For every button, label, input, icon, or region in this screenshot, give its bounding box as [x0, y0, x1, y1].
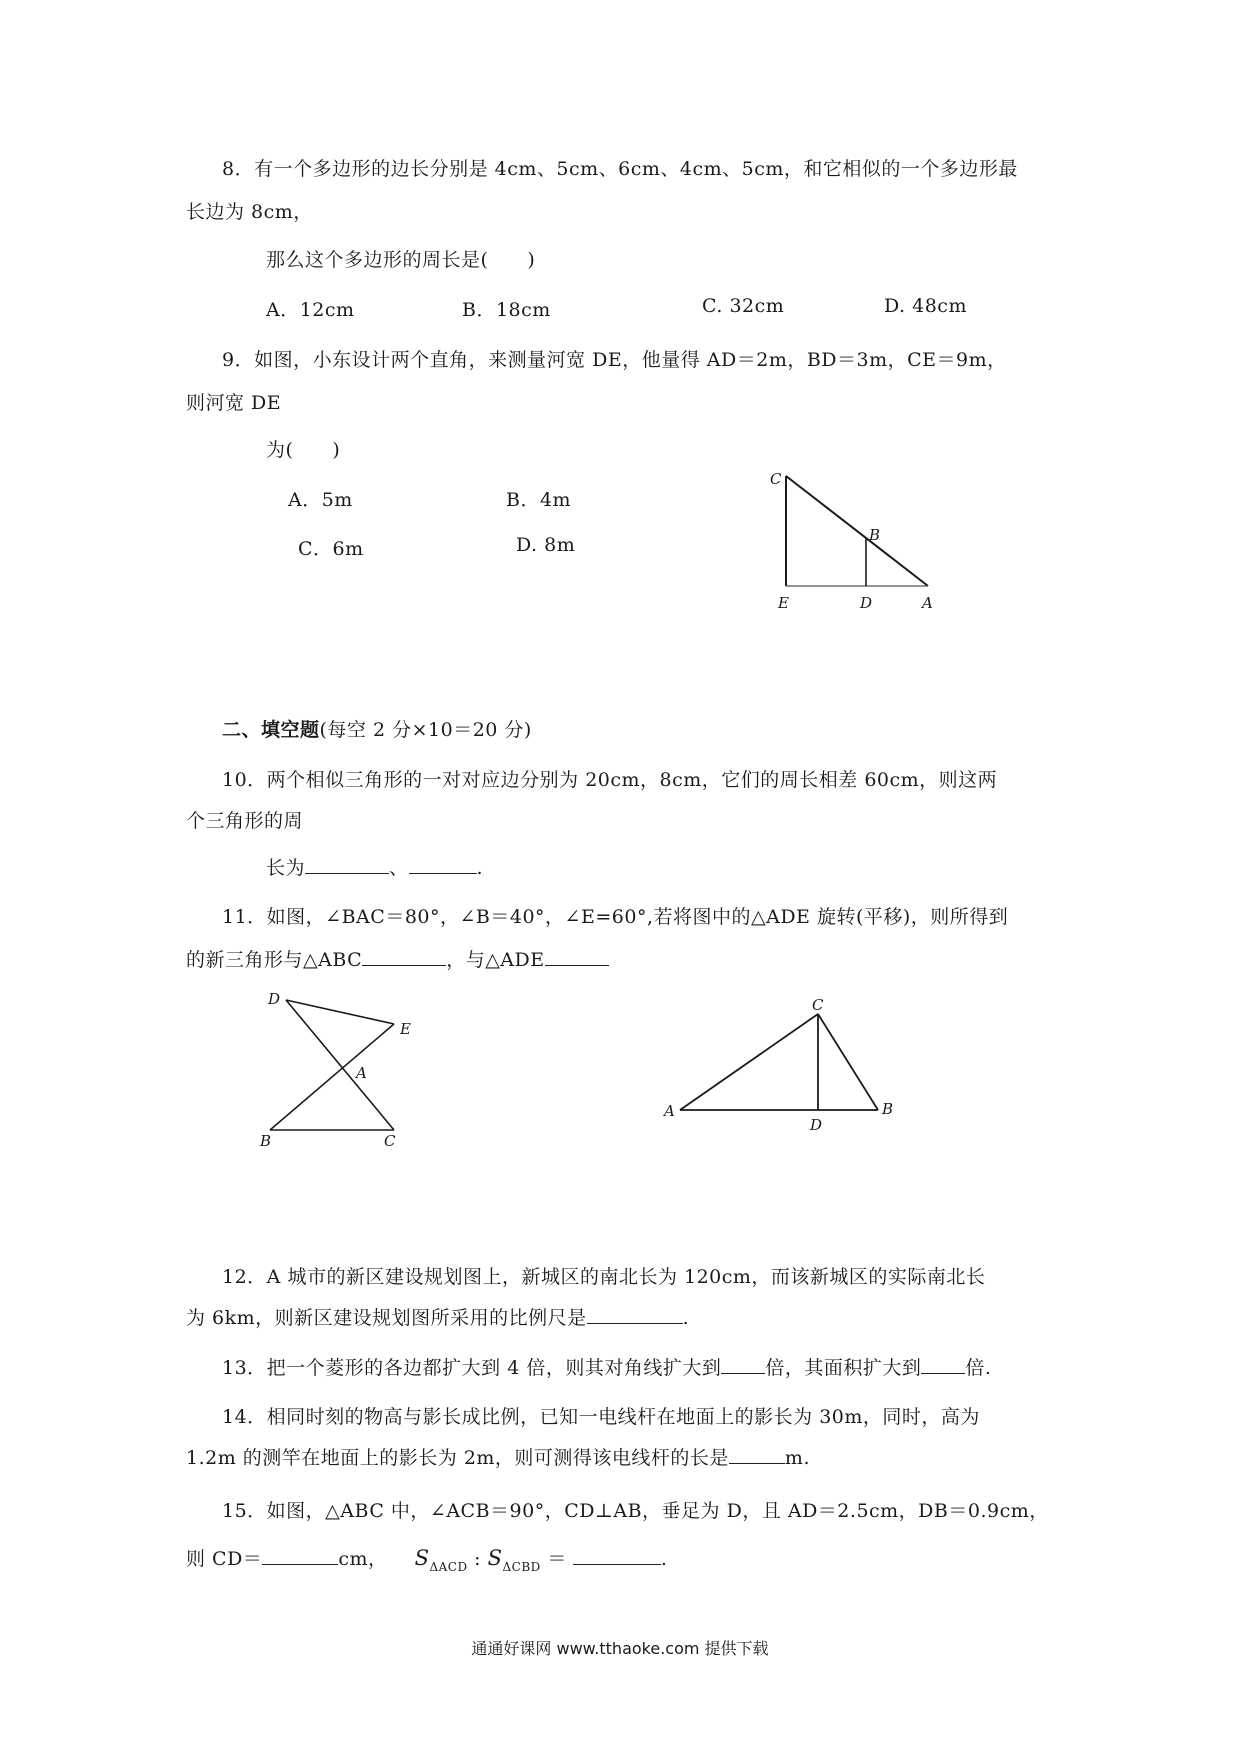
q12-text-a: 为 6km，则新区建设规划图所采用的比例尺是 [186, 1307, 587, 1329]
q10-blank-2[interactable] [409, 855, 477, 874]
q15-end: . [660, 1548, 668, 1570]
q15-s-symbol-1: S [414, 1546, 430, 1570]
q15-colon: : [467, 1548, 488, 1570]
q13-blank-2[interactable] [921, 1355, 965, 1374]
page-footer: 通通好课网 www.tthaoke.com 提供下载 [471, 1639, 769, 1658]
q10-line3 [266, 853, 483, 880]
q13-text-c: 倍. [965, 1357, 992, 1379]
q13-text-b: 倍，其面积扩大到 [765, 1357, 922, 1379]
q8-option-c: C. 32cm [702, 295, 785, 317]
q15-blank-2[interactable] [573, 1546, 661, 1565]
q14-text-a: 1.2m 的测竿在地面上的影长为 2m，则可测得该电线杆的长是 [186, 1447, 729, 1469]
q9-line3: 为( ) [266, 439, 341, 461]
q13-blank-1[interactable] [721, 1355, 765, 1374]
q14-blank[interactable] [729, 1445, 785, 1464]
q11-line2 [186, 945, 609, 972]
q11-fig1-label-e: E [400, 1020, 411, 1038]
q8-line1: 8．有一个多边形的边长分别是 4cm、5cm、6cm、4cm、5cm，和它相似的一个多边形最 [222, 158, 1018, 180]
q8-line2: 长边为 8cm， [186, 201, 313, 223]
q11-fig1-label-d: D [268, 990, 281, 1008]
q10-text-c: . [476, 857, 484, 879]
q15-figure [660, 994, 910, 1139]
q15-label-c: C [812, 996, 824, 1014]
q10-text-b: 、 [389, 857, 409, 879]
q9-line2: 则河宽 DE [186, 392, 282, 414]
q15-label-b: B [882, 1100, 894, 1118]
q9-option-a: A．5m [288, 489, 353, 511]
q8-line3: 那么这个多边形的周长是( ) [266, 249, 536, 271]
q15-label-a: A [664, 1102, 675, 1120]
q9-label-d: D [860, 594, 873, 612]
q11-figure-1 [250, 990, 430, 1155]
q15-equals: ＝ [540, 1548, 567, 1570]
q9-label-c: C [770, 470, 782, 488]
q11-line1: 11．如图，∠BAC＝80°，∠B＝40°，∠E=60°,若将图中的△ADE 旋转(平移)，则所得到 [222, 906, 1009, 928]
q9-label-b: B [869, 526, 881, 544]
q14-line2 [186, 1443, 810, 1470]
q12-line2 [186, 1303, 689, 1330]
q14-text-b: m. [784, 1447, 810, 1469]
q11-text-a: 的新三角形与△ABC [186, 949, 363, 971]
q12-text-b: . [682, 1307, 690, 1329]
q9-line1: 9．如图，小东设计两个直角，来测量河宽 DE，他量得 AD＝2m，BD＝3m，CE＝9m， [222, 349, 1007, 371]
q8-option-d: D. 48cm [884, 295, 967, 317]
q9-figure [760, 462, 960, 617]
q9-option-b: B．4m [506, 489, 572, 511]
q15-text-b: cm， [338, 1548, 388, 1570]
q10-line1: 10．两个相似三角形的一对对应边分别为 20cm，8cm，它们的周长相差 60cm，则这两 [222, 769, 998, 791]
q12-blank[interactable] [587, 1305, 683, 1324]
q11-blank-1[interactable] [362, 947, 446, 966]
section2-score: (每空 2 分×10＝20 分) [319, 719, 532, 741]
q9-option-d: D. 8m [516, 534, 576, 556]
q10-line2: 个三角形的周 [186, 810, 304, 832]
q11-text-b: ，与△ADE [446, 949, 545, 971]
section2-heading [222, 715, 532, 742]
q8-option-a: A．12cm [266, 299, 355, 321]
q15-sub-acd: ΔACD [429, 1560, 468, 1574]
q15-line2 [186, 1544, 667, 1574]
q11-fig1-label-c: C [384, 1132, 396, 1150]
q15-blank-1[interactable] [262, 1546, 338, 1565]
q15-text-a: 则 CD＝ [186, 1548, 263, 1570]
section2-title: 二、填空题 [222, 719, 320, 741]
q8-option-b: B．18cm [462, 299, 551, 321]
q10-text-a: 长为 [266, 857, 306, 879]
q11-fig1-label-b: B [260, 1132, 272, 1150]
q11-fig1-label-a: A [356, 1064, 367, 1082]
q9-label-a: A [922, 594, 933, 612]
q9-option-c: C．6m [298, 538, 364, 560]
q15-s-symbol-2: S [487, 1546, 503, 1570]
q13-text-a: 13．把一个菱形的各边都扩大到 4 倍，则其对角线扩大到 [222, 1357, 722, 1379]
q15-label-d: D [810, 1116, 823, 1134]
q10-blank-1[interactable] [305, 855, 389, 874]
q14-line1: 14．相同时刻的物高与影长成比例，已知一电线杆在地面上的影长为 30m，同时，高为 [222, 1406, 980, 1428]
q9-label-e: E [778, 594, 789, 612]
q15-sub-cbd: ΔCBD [502, 1560, 541, 1574]
q15-line1: 15．如图，△ABC 中，∠ACB＝90°，CD⊥AB，垂足为 D，且 AD＝2.5cm，DB＝0.9cm， [222, 1500, 1049, 1522]
q12-line1: 12．A 城市的新区建设规划图上，新城区的南北长为 120cm，而该新城区的实际南北长 [222, 1266, 986, 1288]
q11-blank-2[interactable] [545, 947, 609, 966]
q13-line [222, 1353, 991, 1380]
